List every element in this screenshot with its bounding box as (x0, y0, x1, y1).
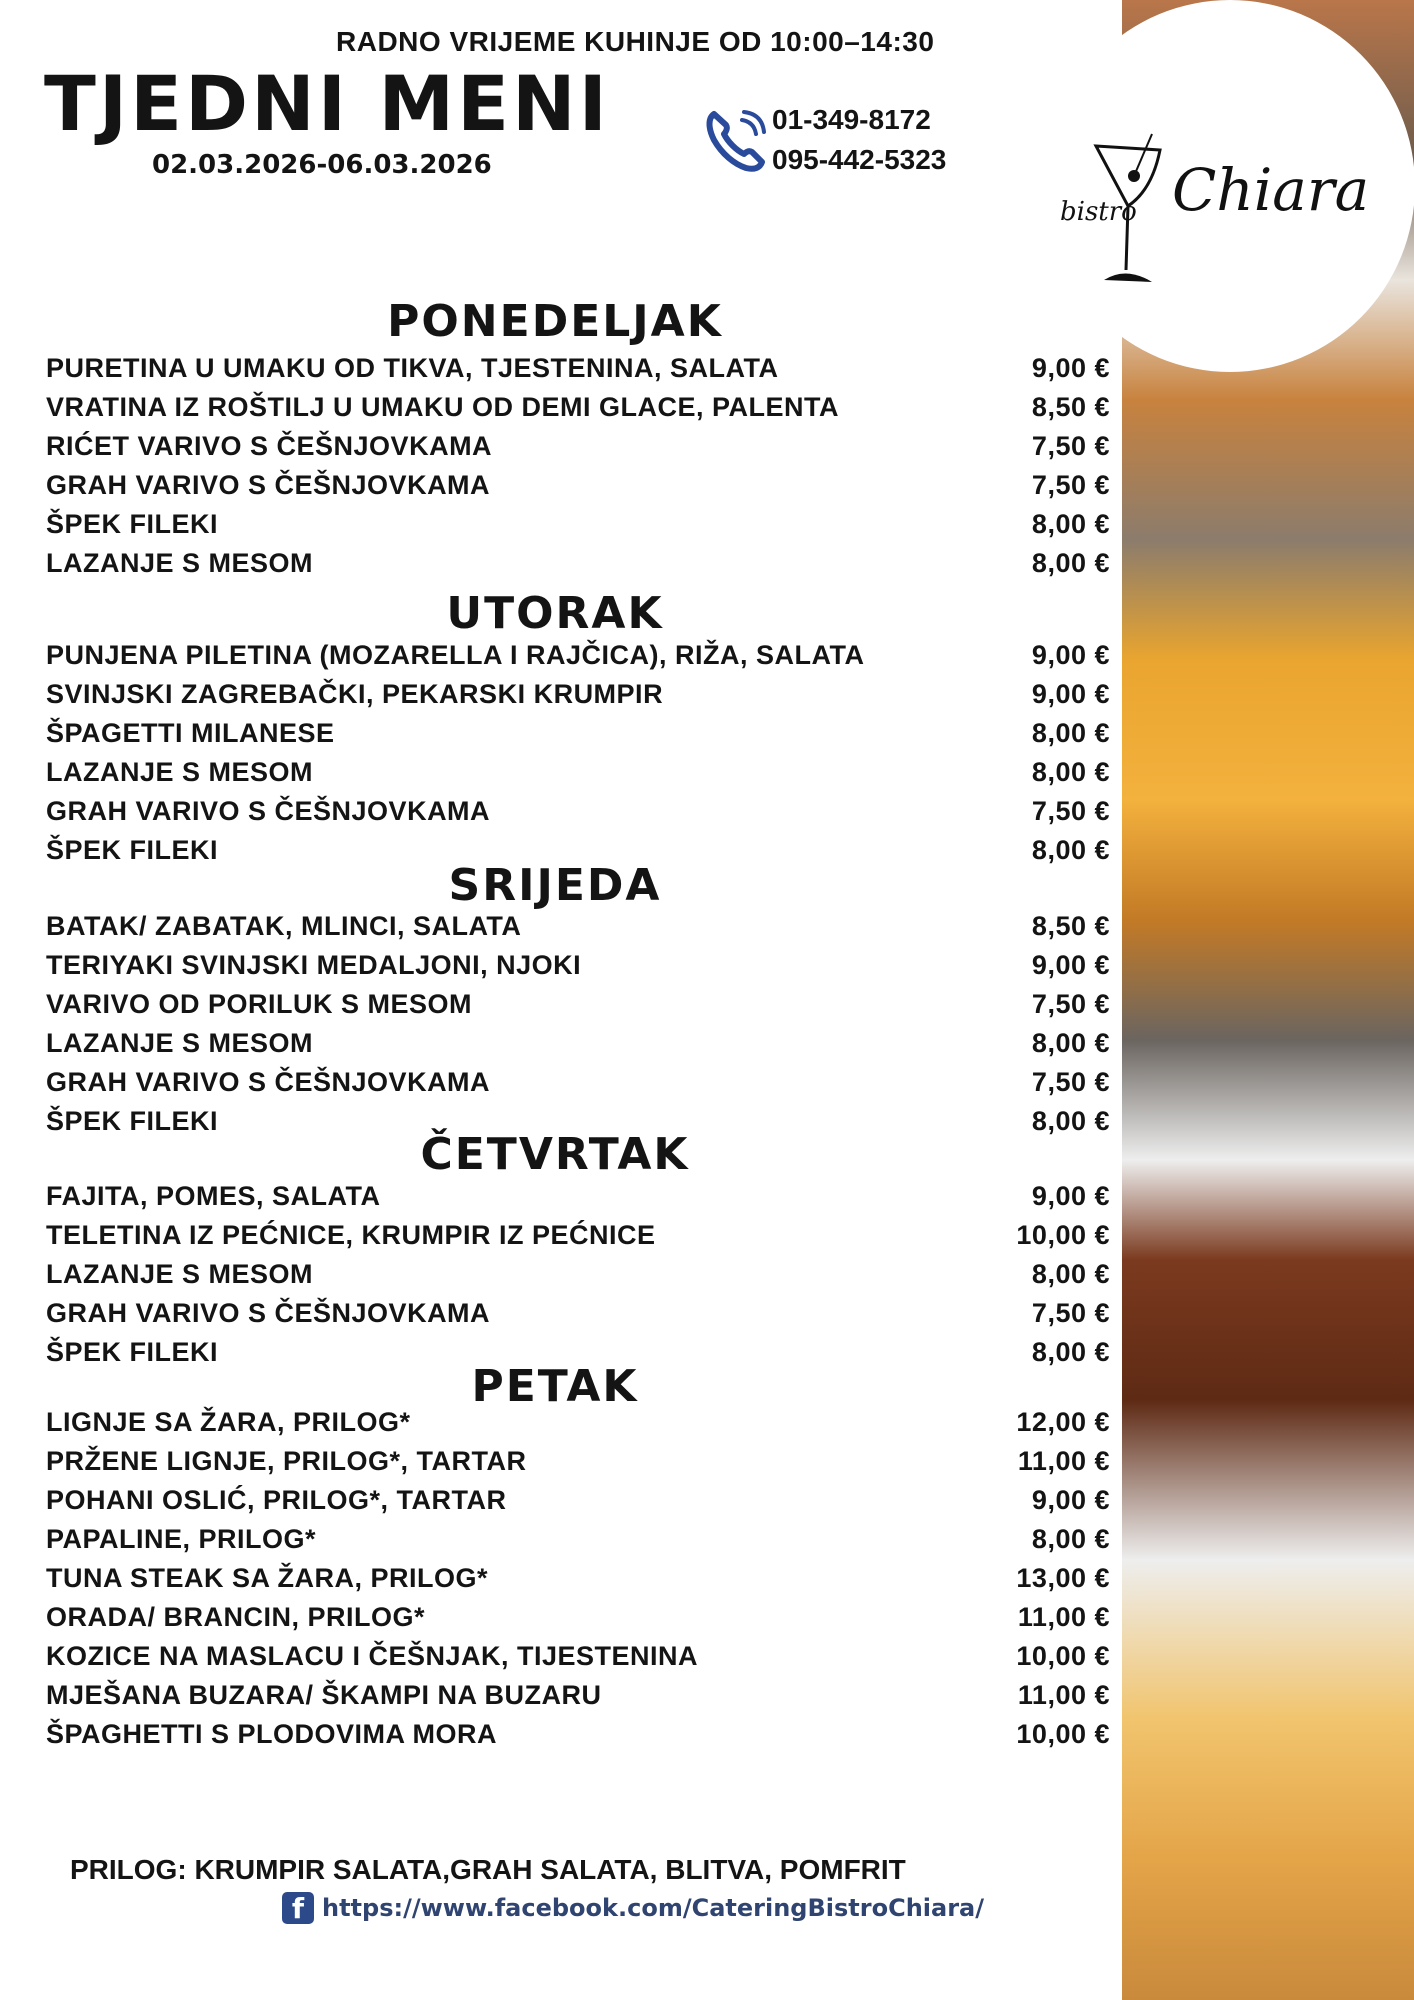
dish-price: 11,00 € (1017, 1680, 1110, 1710)
menu-item (46, 676, 1110, 712)
phone-numbers (772, 100, 946, 180)
day-heading-monday: PONEDELJAK (387, 296, 723, 347)
dish-name: ŠPEK FILEKI (46, 835, 219, 865)
menu-item (46, 1295, 1110, 1331)
dish-price: 13,00 € (1016, 1563, 1110, 1593)
dish-name: SVINJSKI ZAGREBAČKI, PEKARSKI KRUMPIR (46, 679, 664, 709)
dish-price: 7,50 € (1031, 989, 1110, 1019)
dish-price: 8,00 € (1031, 835, 1110, 865)
logo-bistro-text: bistro (1060, 197, 1137, 227)
bistro-chiara-logo (1040, 120, 1414, 300)
dish-name: ŠPAGHETTI S PLODOVIMA MORA (46, 1719, 498, 1749)
menu-item (46, 1217, 1110, 1253)
dish-price: 9,00 € (1031, 679, 1110, 709)
dish-name: TUNA STEAK SA ŽARA, PRILOG* (46, 1563, 489, 1593)
dish-name: RIĆET VARIVO S ČEŠNJOVKAMA (46, 431, 493, 461)
dish-name: PURETINA U UMAKU OD TIKVA, TJESTENINA, SALATA (46, 353, 779, 383)
dish-name: ŠPEK FILEKI (46, 509, 219, 539)
kitchen-hours: RADNO VRIJEME KUHINJE OD 10:00–14:30 (336, 26, 935, 57)
dish-price: 11,00 € (1017, 1446, 1110, 1476)
menu-item (46, 1404, 1110, 1440)
menu-item (46, 389, 1110, 425)
page-title: TJEDNI MENI (44, 59, 610, 148)
day-heading-thursday: ČETVRTAK (420, 1129, 690, 1180)
menu-item (46, 1025, 1110, 1061)
dish-name: BATAK/ ZABATAK, MLINCI, SALATA (46, 911, 522, 941)
menu-item (46, 1638, 1110, 1674)
dish-name: ORADA/ BRANCIN, PRILOG* (46, 1602, 426, 1632)
facebook-link-row[interactable] (282, 1892, 984, 1924)
dish-name: VARIVO OD PORILUK S MESOM (46, 989, 473, 1019)
menu-item (46, 1064, 1110, 1100)
menu-item (46, 637, 1110, 673)
dish-price: 9,00 € (1031, 1485, 1110, 1515)
dish-price: 12,00 € (1016, 1407, 1110, 1437)
dish-name: LIGNJE SA ŽARA, PRILOG* (46, 1407, 411, 1437)
dish-price: 9,00 € (1031, 353, 1110, 383)
dish-name: TERIYAKI SVINJSKI MEDALJONI, NJOKI (46, 950, 582, 980)
dish-price: 8,00 € (1031, 1337, 1110, 1367)
logo-chiara-text: Chiara (1172, 156, 1370, 224)
phone-icon (706, 108, 768, 172)
menu-item (46, 793, 1110, 829)
menu-item (46, 1443, 1110, 1479)
dish-name: PRŽENE LIGNJE, PRILOG*, TARTAR (46, 1446, 527, 1476)
dish-name: GRAH VARIVO S ČEŠNJOVKAMA (46, 470, 491, 500)
facebook-icon[interactable]: f (282, 1892, 314, 1924)
menu-item (46, 1521, 1110, 1557)
cocktail-pick-icon (1134, 134, 1152, 176)
dish-name: PUNJENA PILETINA (MOZARELLA I RAJČICA), RIŽA, SALATA (46, 640, 865, 670)
dish-name: MJEŠANA BUZARA/ ŠKAMPI NA BUZARU (46, 1680, 602, 1710)
menu-item (46, 986, 1110, 1022)
dish-name: LAZANJE S MESOM (46, 1259, 314, 1289)
dish-name: PAPALINE, PRILOG* (46, 1524, 317, 1554)
dish-price: 8,00 € (1031, 509, 1110, 539)
day-heading-wednesday: SRIJEDA (448, 860, 662, 911)
menu-item (46, 1256, 1110, 1292)
dish-price: 7,50 € (1031, 431, 1110, 461)
menu-item (46, 715, 1110, 751)
dish-name: KOZICE NA MASLACU I ČEŠNJAK, TIJESTENINA (46, 1641, 699, 1671)
dish-price: 10,00 € (1016, 1220, 1110, 1250)
menu-item (46, 1716, 1110, 1752)
dish-price: 8,00 € (1031, 1524, 1110, 1554)
menu-item (46, 467, 1110, 503)
dish-name: TELETINA IZ PEĆNICE, KRUMPIR IZ PEĆNICE (46, 1220, 656, 1250)
dish-price: 11,00 € (1017, 1602, 1110, 1632)
menu-item (46, 506, 1110, 542)
day-heading-tuesday: UTORAK (446, 588, 664, 639)
dish-name: LAZANJE S MESOM (46, 757, 314, 787)
facebook-url-link[interactable]: https://www.facebook.com/CateringBistroChiara/ (322, 1894, 984, 1922)
dish-price: 10,00 € (1016, 1641, 1110, 1671)
dish-name: POHANI OSLIĆ, PRILOG*, TARTAR (46, 1485, 507, 1515)
day-heading-friday: PETAK (471, 1361, 639, 1412)
dish-price: 8,50 € (1031, 392, 1110, 422)
dish-name: ŠPAGETTI MILANESE (46, 718, 335, 748)
dish-name: GRAH VARIVO S ČEŠNJOVKAMA (46, 1067, 491, 1097)
dish-name: GRAH VARIVO S ČEŠNJOVKAMA (46, 796, 491, 826)
phone-number-1[interactable]: 01-349-8172 (772, 104, 931, 135)
side-dish-note: PRILOG: KRUMPIR SALATA,GRAH SALATA, BLITVA, POMFRIT (70, 1854, 906, 1885)
dish-name: LAZANJE S MESOM (46, 548, 314, 578)
dish-price: 7,50 € (1031, 1298, 1110, 1328)
phone-number-2[interactable]: 095-442-5323 (772, 144, 947, 175)
dish-price: 8,00 € (1031, 718, 1110, 748)
dish-price: 9,00 € (1031, 1181, 1110, 1211)
menu-item (46, 1482, 1110, 1518)
dish-name: VRATINA IZ ROŠTILJ U UMAKU OD DEMI GLACE, PALENTA (46, 392, 839, 422)
dish-price: 9,00 € (1031, 950, 1110, 980)
dish-price: 7,50 € (1031, 470, 1110, 500)
menu-item (46, 908, 1110, 944)
dish-price: 8,00 € (1031, 757, 1110, 787)
dish-price: 8,00 € (1031, 1259, 1110, 1289)
dish-price: 7,50 € (1031, 1067, 1110, 1097)
dish-price: 9,00 € (1031, 640, 1110, 670)
dish-name: FAJITA, POMES, SALATA (46, 1181, 381, 1211)
dish-price: 8,50 € (1031, 911, 1110, 941)
dish-price: 10,00 € (1016, 1719, 1110, 1749)
dish-price: 7,50 € (1031, 796, 1110, 826)
dish-price: 8,00 € (1031, 548, 1110, 578)
dish-price: 8,00 € (1031, 1106, 1110, 1136)
menu-item (46, 1599, 1110, 1635)
date-range: 02.03.2026-06.03.2026 (152, 150, 492, 180)
dish-name: ŠPEK FILEKI (46, 1337, 219, 1367)
menu-item (46, 754, 1110, 790)
menu-item (46, 1677, 1110, 1713)
menu-item (46, 350, 1110, 386)
menu-item (46, 1178, 1110, 1214)
dish-name: ŠPEK FILEKI (46, 1106, 219, 1136)
dish-name: LAZANJE S MESOM (46, 1028, 314, 1058)
dish-price: 8,00 € (1031, 1028, 1110, 1058)
martini-glass-base (1104, 273, 1152, 282)
menu-item (46, 545, 1110, 581)
dish-name: GRAH VARIVO S ČEŠNJOVKAMA (46, 1298, 491, 1328)
menu-item (46, 428, 1110, 464)
menu-item (46, 1560, 1110, 1596)
menu-item (46, 947, 1110, 983)
